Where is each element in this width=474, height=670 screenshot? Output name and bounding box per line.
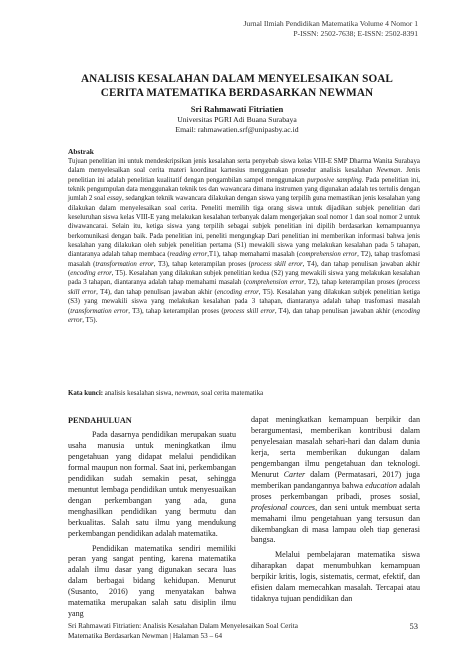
abstract-text: , sedangkan teknik wawancara dilakukan dengan siswa yang terpilih guna memastikan jenis kesalahan yang dilakukan dalam menyelesaikan soal cerita. Peneliti memilih tiga orang siswa untuk dijadikan subjek penelitian dari keseluruhan siswa kelas VIII-E yang melakukan kesalahan terbanyak dalam mengerjakan soal nomor 1 dan soal nomor 2 untuk diwawancarai. Selain itu, ketiga siswa yang terpilih sebagai subjek penelitian ini dipilih berdasarkan kemampuannya berkomunikasi dengan baik. Pada penelitian ini, peneliti mengungkap Dari penelitian ini memberikan informasi bahwa jenis kesalahan yang dilakukan oleh subjek penelitian pertama (S1) mewakili siswa yang melakukan kesalahan pada 5 tahapan, diantaranya adalah tahap membaca ( bbox=[68, 195, 420, 259]
body-text: adalah proses perkembangan pribadi, proses sosial, bbox=[251, 480, 420, 501]
body-paragraph: Pendidikan matematika sendiri memiliki peran yang sangat penting, karena matematika adalah ilmu dasar yang digunakan secara luas dalam berbagai bidang kehidupan. Menurut (Susanto, 2016) yang menyatakan bahwa matematika merupakan salah satu disiplin ilmu yang bbox=[68, 543, 236, 619]
abstract-term: transformation error bbox=[70, 307, 129, 315]
abstract-text: , T2), tahap keterampilan proses ( bbox=[304, 279, 400, 287]
abstract-text: , T5). bbox=[82, 316, 98, 324]
keywords-text: , soal cerita matematika bbox=[197, 390, 264, 397]
footer-citation-line-1: Sri Rahmawati Fitriatien: Analisis Kesalahan Dalam Menyelesaikan Soal Cerita bbox=[68, 622, 298, 630]
author-affiliation: Universitas PGRI Adi Buana Surabaya bbox=[177, 115, 297, 124]
article-title bbox=[40, 72, 434, 100]
abstract-text: , T4), dan tahap penulisan jawaban akhir ( bbox=[274, 307, 395, 315]
keywords-term: newman bbox=[174, 390, 198, 397]
footer-citation-line-2: Matematika Berdasarkan Newman | Halaman 53 – 64 bbox=[68, 631, 223, 640]
abstract-text: . Pada penelitian ini, teknik pengumpulan data menggunakan teknik tes dan wawancara dimana instrumen yang digunakan adalah tes tertulis dengan jumlah 2 soal bbox=[68, 176, 420, 203]
abstract-text: , T5). Kesalahan yang dilakukan subjek penelitian kedua (S2) yang mewakili siswa yang melakukan kesalahan pada 3 tahapan, diantaranya adalah tahap memahami masalah ( bbox=[68, 270, 420, 287]
author-email: Email: rahmawatien.srf@unipasby.ac.id bbox=[175, 125, 299, 134]
author-name: Sri Rahmawati Fitriatien bbox=[190, 104, 284, 114]
abstract-body bbox=[68, 157, 420, 325]
journal-issn: P-ISSN: 2502-7638; E-ISSN: 2502-8391 bbox=[293, 29, 418, 38]
abstract-term: purposive sampling bbox=[306, 176, 362, 184]
abstract-term: essay bbox=[107, 195, 122, 203]
abstract-term: encoding error bbox=[216, 288, 259, 296]
keywords-text: analisis kesalahan siswa, bbox=[103, 390, 175, 397]
page-number: 53 bbox=[409, 621, 418, 631]
body-text: dalam (Permatasari, 2017) juga memberikan pandangannya bahwa bbox=[251, 469, 420, 490]
body-column-left bbox=[68, 415, 236, 620]
article-title-line-1: ANALISIS KESALAHAN DALAM MENYELESAIKAN SOAL bbox=[80, 73, 393, 85]
section-heading: PENDAHULUAN bbox=[68, 416, 132, 425]
body-text: dapat meningkatkan kemampuan berpikir dan berargumentasi, memberikan kontribusi dalam penyelesaian masalah sehari-hari dan dalam dunia kerja, serta memberikan dukungan dalam pengembangan ilmu pengetahuan dan teknologi. Menurut bbox=[251, 415, 420, 479]
body-column-right bbox=[251, 415, 420, 605]
abstract-term: process skill error bbox=[250, 260, 303, 268]
abstract-term: encoding error bbox=[68, 307, 420, 324]
body-text: , dan seni untuk membuat serta memahami ilmu pengetahuan yang tersusun dan dikembangkan di masa lampau oleh tiap generasi bangsa. bbox=[251, 502, 420, 545]
body-term: Carter bbox=[283, 469, 306, 479]
abstract-text: ,T1), tahap memahami masalah ( bbox=[207, 251, 299, 259]
abstract-text: , T5). Kesalahan yang dilakukan subjek penelitian ketiga (S3) yang mewakili siswa yang melakukan kesalahan pada 3 tahapan, diantaranya adalah tahap trasfomasi masalah ( bbox=[68, 288, 420, 315]
abstract-heading: Abstrak bbox=[68, 147, 94, 156]
abstract-text: , T3), tahap keterampilan proses ( bbox=[153, 260, 251, 268]
abstract-term: comprehension error bbox=[245, 279, 305, 287]
abstract-text: , T4), dan tahap penulisan jawaban akhir ( bbox=[68, 260, 420, 278]
abstract-term: transformation error bbox=[95, 260, 154, 268]
abstract-text: , T3), tahap keterampilan proses ( bbox=[128, 307, 224, 315]
abstract-term: process skill error bbox=[68, 279, 420, 296]
body-paragraph: Melalui pembelajaran matematika siswa diharapkan dapat menumbuhkan kemampuan berpikir kritis, logis, sistematis, cermat, efektif, dan efisien dalam memecahkan masalah. Tercapai atau tidaknya tujuan pendidikan dan bbox=[251, 550, 420, 604]
abstract-text: , T4), dan tahap penulisan jawaban akhir ( bbox=[96, 288, 217, 296]
abstract-text: , T2), tahap trasfomasi masalah ( bbox=[68, 251, 420, 268]
abstract-term: Newman bbox=[376, 167, 401, 175]
journal-header bbox=[243, 19, 418, 39]
abstract-text: Tujuan penelitian ini untuk mendeskripsikan jenis kesalahan serta penyebab siswa kelas VIII-E SMP Dharma Wanita Surabaya dalam menyelesaikan soal cerita materi koordinat kartesius menggunakan prosedur analisis kesalahan bbox=[68, 158, 420, 175]
page-footer bbox=[68, 622, 418, 641]
abstract-section bbox=[68, 147, 420, 325]
body-term: profesional cources bbox=[251, 502, 316, 512]
abstract-term: comprehension error bbox=[298, 251, 358, 259]
keywords bbox=[68, 389, 420, 398]
journal-name: Jurnal Ilmiah Pendidikan Matematika Volume 4 Nomor 1 bbox=[243, 19, 418, 28]
body-term: education bbox=[365, 480, 397, 490]
abstract-text: . Jenis penelitian ini adalah penelitian kualitatif dengan pengambilan sampel menggunakan bbox=[68, 167, 421, 184]
keywords-label: Kata kunci: bbox=[68, 390, 104, 397]
abstract-term: process skill error bbox=[223, 307, 275, 315]
body-paragraph bbox=[251, 415, 420, 546]
article-title-line-2: CERITA MATEMATIKA BERDASARKAN NEWMAN bbox=[100, 87, 374, 99]
abstract-term: encoding error bbox=[70, 270, 112, 278]
body-paragraph: Pada dasarnya pendidikan merupakan suatu usaha manusia untuk meningkatkan ilmu pengetahuan yang didapat melalui pendidikan formal maupun non formal. Saat ini, perkembangan pendidikan sudah semakin pesat, sehingga menuntut lembaga pendidikan untuk menyesuaikan dengan perkembangan yang ada, guna menghasilkan pendidikan yang bermutu dan berkualitas. Salah satu ilmu yang mendukung perkembangan pendidikan adalah matematika. bbox=[68, 430, 236, 538]
abstract-term: reading error bbox=[169, 251, 208, 259]
author-block bbox=[40, 104, 434, 135]
